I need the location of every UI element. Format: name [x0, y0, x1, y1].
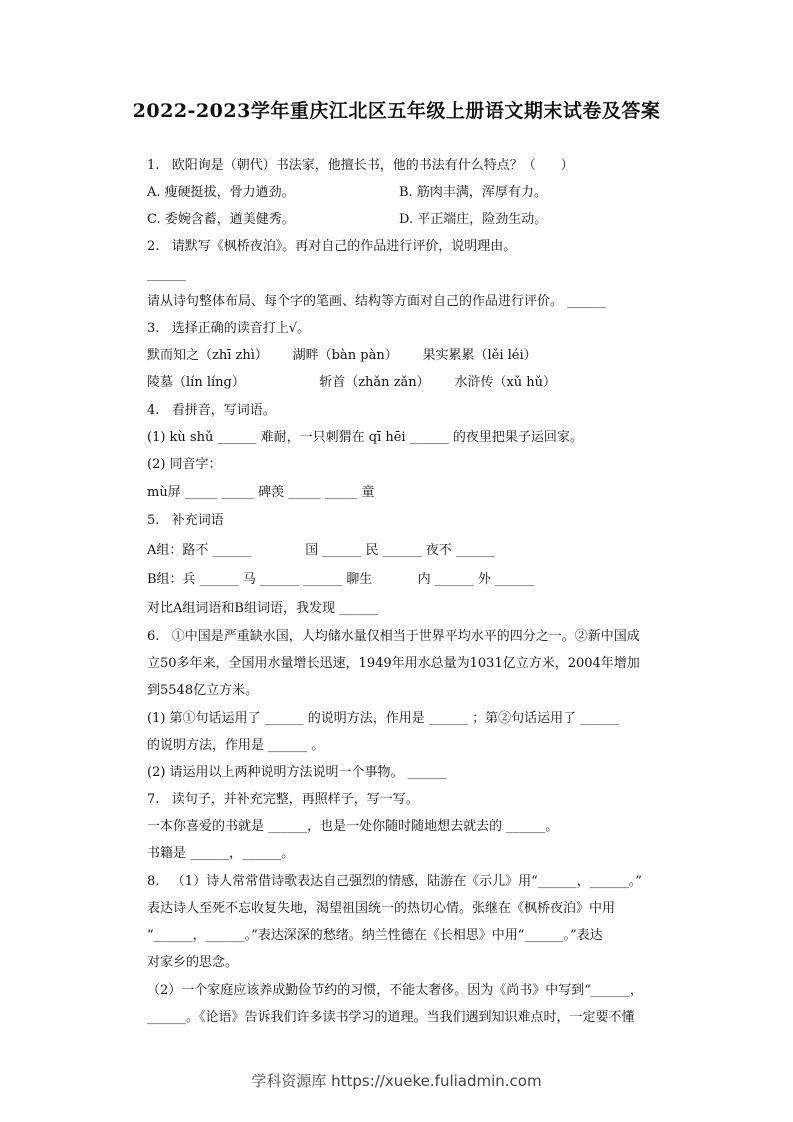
question-8-line-4: 对家乡的思念。: [147, 955, 239, 970]
question-7-write: 书籍是 ______，______。: [147, 846, 295, 861]
question-5-compare: 对比A组词语和B组词语，我发现 ______: [147, 601, 379, 616]
question-6: 6. ①中国是严重缺水国，人均储水量仅相当于世界平均水平的四分之一。②新中国成: [147, 629, 640, 644]
question-6-line-3: 到5548亿立方米。: [147, 683, 259, 698]
question-6-part-1-cont: 的说明方法，作用是 ______ 。: [147, 738, 325, 753]
question-8: 8. （1）诗人常常借诗歌表达自己强烈的情感，陆游在《示儿》用“______，______。”: [147, 874, 642, 889]
question-4: 4. 看拼音，写词语。: [147, 403, 276, 418]
question-6-part-1: (1) 第①句话运用了 ______ 的说明方法，作用是 ______ ；第②句话运用了 ______: [147, 711, 620, 726]
question-4-part-1: (1) kù shǔ ______ 难耐，一只刺猬在 qī hēi ______ 的夜里把果子运回家。: [147, 430, 583, 445]
question-8-line-3: “______，______。”表达深深的愁绪。纳兰性德在《长相思》中用“______。”表达: [147, 928, 603, 943]
question-3-row-1: 默而知之（zhī zhì） 湖畔（bàn pàn） 果实累累（lěi léi）: [147, 348, 537, 363]
option-b: B. 筋肉丰满，浑厚有力。: [399, 185, 547, 200]
question-6-part-2: (2) 请运用以上两种说明方法说明一个事物。 ______: [147, 765, 447, 780]
option-a: A. 瘦硬挺拔，骨力遒劲。: [147, 185, 295, 200]
footer-watermark: 学科资源库 https://xueke.fuliadmin.com: [251, 1072, 542, 1090]
question-8-part-2-cont: ______。《论语》告诉我们许多读书学习的道理。当我们遇到知识难点时，一定要不懂: [147, 1010, 635, 1025]
question-4-homophones: mù屏 _____ _____ 碑羡 _____ _____ 童: [147, 485, 375, 500]
option-c: C. 委婉含蓄，遒美健秀。: [147, 212, 295, 227]
question-2-eval: 请从诗句整体布局、每个字的笔画、结构等方面对自己的作品进行评价。 ______: [147, 294, 607, 309]
question-1: 1. 欧阳询是（朝代）书法家，他擅长书，他的书法有什么特点？（ ）: [147, 158, 574, 173]
question-7: 7. 读句子，并补充完整，再照样子，写一写。: [147, 792, 419, 807]
option-d: D. 平正端庄，险劲生动。: [399, 212, 548, 227]
answer-blank: ______: [147, 267, 186, 282]
question-8-part-2: （2）一个家庭应该养成勤俭节约的习惯，不能太奢侈。因为《尚书》中写到“______，: [147, 983, 643, 998]
question-5-group-b: B组：兵 ______ 马 ______ ______ 聊生 内 ______ 外 ______: [147, 572, 535, 587]
question-6-line-2: 立50多年来，全国用水量增长迅速，1949年用水总量为1031亿立方米，2004年增加: [147, 656, 640, 671]
question-3: 3. 选择正确的读音打上√。: [147, 321, 311, 336]
question-3-row-2: 陵墓（lín líng） 斩首（zhǎn zǎn） 水浒传（xǔ hǔ）: [147, 375, 557, 390]
question-5: 5. 补充词语: [147, 513, 224, 528]
question-5-group-a: A组：路不 ______ 国 ______ 民 ______ 夜不 ______: [147, 543, 495, 558]
question-2: 2. 请默写《枫桥夜泊》。再对自己的作品进行评价，说明理由。: [147, 239, 517, 254]
question-8-line-2: 表达诗人至死不忘收复失地，渴望祖国统一的热切心情。张继在《枫桥夜泊》中用: [147, 901, 616, 916]
question-4-part-2: (2) 同音字：: [147, 457, 222, 472]
question-7-sentence: 一本你喜爱的书就是 ______，也是一处你随时随地想去就去的 ______。: [147, 819, 559, 834]
page-title: 2022-2023学年重庆江北区五年级上册语文期末试卷及答案: [132, 100, 661, 122]
